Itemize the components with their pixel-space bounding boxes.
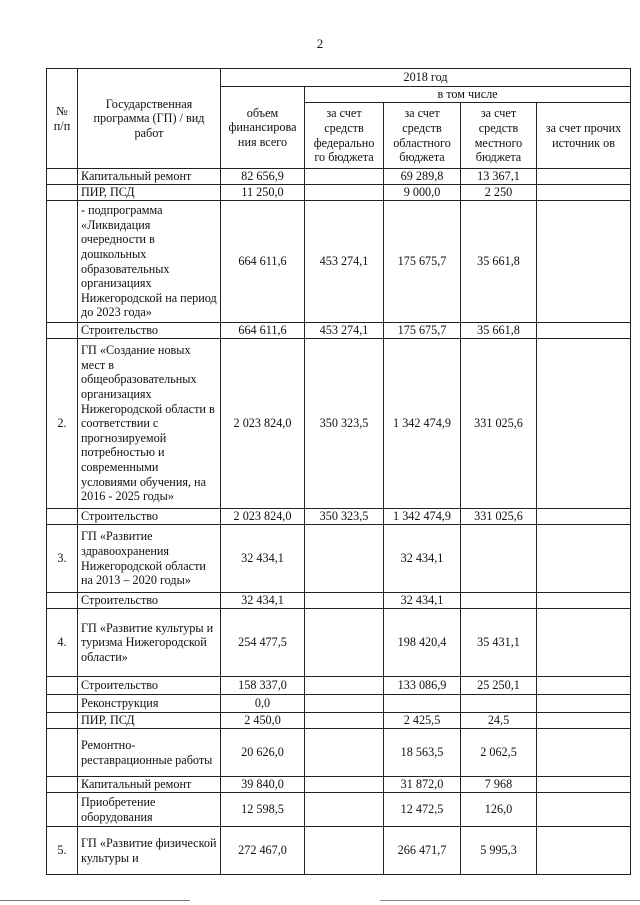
cell-total: 2 023 824,0 <box>221 509 305 525</box>
cell-federal: 453 274,1 <box>305 323 384 339</box>
row-name: ГП «Создание новых мест в общеобразовательных организациях Нижегородской области в соответствии с прогнозируемой потребностью и современными условиями обучения, на 2016 - 2025 годы» <box>78 339 221 509</box>
cell-total: 20 626,0 <box>221 729 305 777</box>
cell-federal <box>305 695 384 713</box>
cell-total: 39 840,0 <box>221 777 305 793</box>
cell-local <box>461 525 537 593</box>
header-including: в том числе <box>305 87 631 103</box>
table-row <box>47 695 631 713</box>
row-name: ГП «Развитие физической культуры и <box>78 827 221 875</box>
cell-regional: 18 563,5 <box>384 729 461 777</box>
cell-total: 2 450,0 <box>221 713 305 729</box>
cell-regional <box>384 695 461 713</box>
cell-local: 35 661,8 <box>461 323 537 339</box>
cell-regional: 1 342 474,9 <box>384 509 461 525</box>
row-index <box>47 509 78 525</box>
cell-regional: 32 434,1 <box>384 593 461 609</box>
cell-federal: 350 323,5 <box>305 509 384 525</box>
table-row <box>47 185 631 201</box>
cell-other <box>537 777 631 793</box>
row-name: ПИР, ПСД <box>78 713 221 729</box>
cell-federal <box>305 713 384 729</box>
header-total: объем финансирова ния всего <box>221 87 305 169</box>
cell-local: 13 367,1 <box>461 169 537 185</box>
cell-local: 2 062,5 <box>461 729 537 777</box>
cell-regional: 12 472,5 <box>384 793 461 827</box>
row-index <box>47 185 78 201</box>
row-name: Строительство <box>78 593 221 609</box>
cell-regional: 133 086,9 <box>384 677 461 695</box>
cell-total: 82 656,9 <box>221 169 305 185</box>
cell-total: 12 598,5 <box>221 793 305 827</box>
table-row <box>47 713 631 729</box>
row-name: Приобретение оборудования <box>78 793 221 827</box>
cell-total: 32 434,1 <box>221 525 305 593</box>
cell-regional: 9 000,0 <box>384 185 461 201</box>
cell-federal <box>305 593 384 609</box>
row-index <box>47 201 78 323</box>
row-index <box>47 713 78 729</box>
cell-federal <box>305 609 384 677</box>
cell-other <box>537 339 631 509</box>
header-program: Государственная программа (ГП) / вид работ <box>78 69 221 169</box>
cell-total: 11 250,0 <box>221 185 305 201</box>
header-local: за счет средств местного бюджета <box>461 103 537 169</box>
cell-total: 2 023 824,0 <box>221 339 305 509</box>
cell-regional: 31 872,0 <box>384 777 461 793</box>
table-row <box>47 593 631 609</box>
cell-local: 2 250 <box>461 185 537 201</box>
table-row <box>47 525 631 593</box>
cell-other <box>537 525 631 593</box>
cell-other <box>537 827 631 875</box>
cell-other <box>537 713 631 729</box>
row-name: ПИР, ПСД <box>78 185 221 201</box>
row-index <box>47 593 78 609</box>
footer-rule <box>0 900 640 901</box>
cell-local <box>461 593 537 609</box>
cell-regional: 175 675,7 <box>384 201 461 323</box>
row-index <box>47 169 78 185</box>
table-row <box>47 827 631 875</box>
header-index: № п/п <box>47 69 78 169</box>
row-name: ГП «Развитие здравоохранения Нижегородской области на 2013 – 2020 годы» <box>78 525 221 593</box>
cell-local: 126,0 <box>461 793 537 827</box>
table-row <box>47 729 631 777</box>
cell-federal <box>305 827 384 875</box>
cell-local: 7 968 <box>461 777 537 793</box>
cell-total: 32 434,1 <box>221 593 305 609</box>
cell-total: 254 477,5 <box>221 609 305 677</box>
cell-total: 158 337,0 <box>221 677 305 695</box>
cell-local: 35 431,1 <box>461 609 537 677</box>
row-index: 5. <box>47 827 78 875</box>
row-index: 3. <box>47 525 78 593</box>
row-index <box>47 695 78 713</box>
table-header <box>47 69 631 169</box>
row-name: Строительство <box>78 509 221 525</box>
row-index <box>47 677 78 695</box>
cell-regional: 266 471,7 <box>384 827 461 875</box>
cell-regional: 32 434,1 <box>384 525 461 593</box>
cell-other <box>537 609 631 677</box>
cell-local: 24,5 <box>461 713 537 729</box>
header-federal: за счет средств федерально го бюджета <box>305 103 384 169</box>
row-index: 2. <box>47 339 78 509</box>
cell-regional: 1 342 474,9 <box>384 339 461 509</box>
cell-local: 25 250,1 <box>461 677 537 695</box>
cell-federal <box>305 525 384 593</box>
table-row <box>47 201 631 323</box>
row-name: Строительство <box>78 323 221 339</box>
cell-total: 0,0 <box>221 695 305 713</box>
row-name: - подпрограмма «Ликвидация очередности в дошкольных образовательных организациях Нижегородской на период до 2023 года» <box>78 201 221 323</box>
table-row <box>47 677 631 695</box>
row-index <box>47 323 78 339</box>
cell-total: 664 611,6 <box>221 201 305 323</box>
row-name: Ремонтно-реставрационные работы <box>78 729 221 777</box>
cell-federal <box>305 677 384 695</box>
row-name: Капитальный ремонт <box>78 777 221 793</box>
table-row <box>47 609 631 677</box>
table-row <box>47 339 631 509</box>
table-row <box>47 509 631 525</box>
cell-regional: 198 420,4 <box>384 609 461 677</box>
cell-federal <box>305 729 384 777</box>
row-index: 4. <box>47 609 78 677</box>
cell-other <box>537 509 631 525</box>
cell-local: 331 025,6 <box>461 509 537 525</box>
cell-other <box>537 593 631 609</box>
cell-federal <box>305 777 384 793</box>
cell-total: 272 467,0 <box>221 827 305 875</box>
row-index <box>47 793 78 827</box>
row-name: ГП «Развитие культуры и туризма Нижегородской области» <box>78 609 221 677</box>
cell-regional: 69 289,8 <box>384 169 461 185</box>
cell-other <box>537 677 631 695</box>
cell-other <box>537 201 631 323</box>
table-body <box>47 169 631 875</box>
cell-federal: 453 274,1 <box>305 201 384 323</box>
cell-regional: 175 675,7 <box>384 323 461 339</box>
cell-local: 331 025,6 <box>461 339 537 509</box>
table-row <box>47 169 631 185</box>
cell-federal: 350 323,5 <box>305 339 384 509</box>
row-name: Капитальный ремонт <box>78 169 221 185</box>
page-number: 2 <box>316 36 324 51</box>
table-row <box>47 777 631 793</box>
cell-other <box>537 695 631 713</box>
cell-total: 664 611,6 <box>221 323 305 339</box>
row-name: Строительство <box>78 677 221 695</box>
row-index <box>47 729 78 777</box>
header-year: 2018 год <box>221 69 631 87</box>
cell-local: 35 661,8 <box>461 201 537 323</box>
cell-local <box>461 695 537 713</box>
table-row <box>47 793 631 827</box>
row-name: Реконструкция <box>78 695 221 713</box>
cell-other <box>537 185 631 201</box>
cell-local: 5 995,3 <box>461 827 537 875</box>
table-row <box>47 323 631 339</box>
cell-federal <box>305 169 384 185</box>
cell-other <box>537 323 631 339</box>
cell-other <box>537 793 631 827</box>
header-other: за счет прочих источник ов <box>537 103 631 169</box>
cell-regional: 2 425,5 <box>384 713 461 729</box>
row-index <box>47 777 78 793</box>
cell-other <box>537 729 631 777</box>
budget-table <box>46 68 631 875</box>
cell-other <box>537 169 631 185</box>
cell-federal <box>305 793 384 827</box>
header-regional: за счет средств областного бюджета <box>384 103 461 169</box>
cell-federal <box>305 185 384 201</box>
